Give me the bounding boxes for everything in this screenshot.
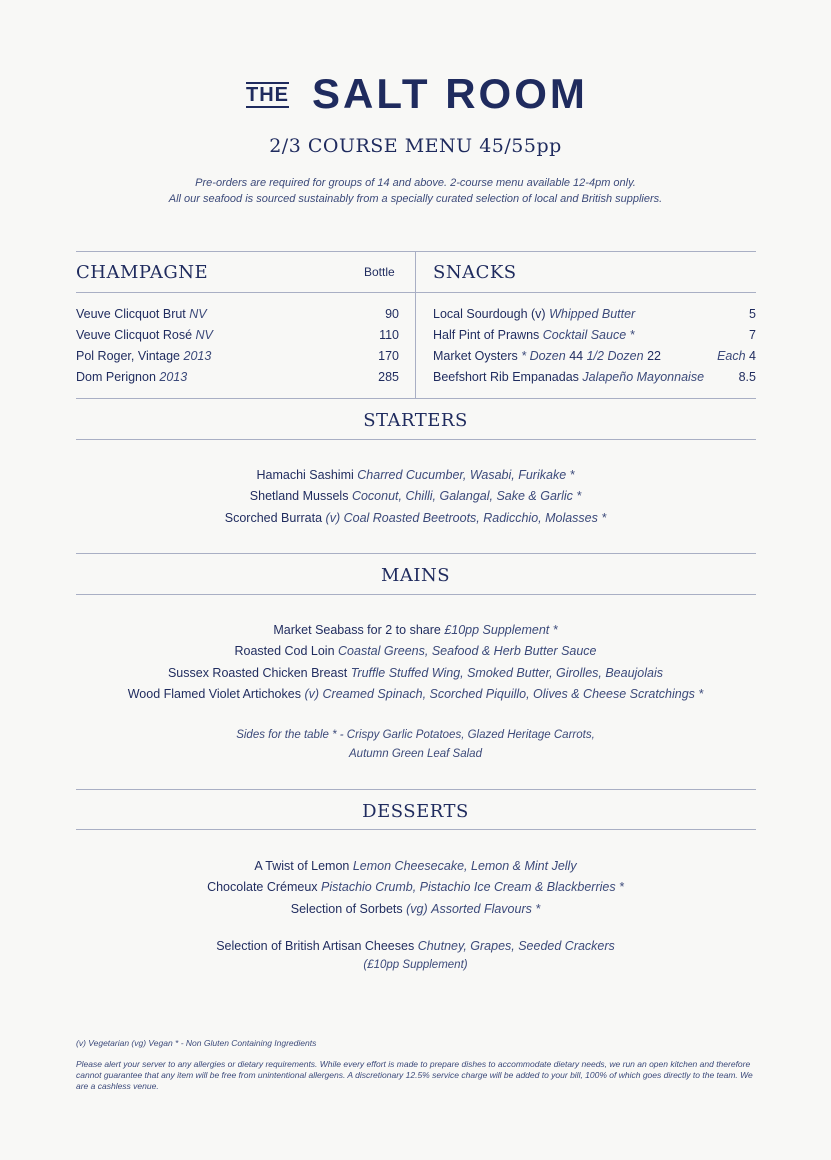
item-name: Veuve Clicquot Rosé [76,328,193,342]
item-name: Selection of Sorbets [290,902,403,916]
item-price: 285 [378,370,399,384]
dessert-item [0,856,831,876]
item-name: Local Sourdough (v) [433,307,546,321]
champagne-heading: CHAMPAGNE [76,262,209,283]
snack-item [433,346,756,366]
item-name: Selection of British Artisan Cheeses [216,939,415,953]
champagne-item [76,325,399,345]
item-name: Market Seabass for 2 to share [273,623,441,637]
item-name: Market Oysters [433,349,518,363]
item-note: * Dozen [521,349,566,363]
item-name: Roasted Cod Loin [234,644,335,658]
item-note: Chutney, Grapes, Seeded Crackers [417,939,615,953]
item-name: A Twist of Lemon [254,859,350,873]
item-name: Scorched Burrata [224,511,323,525]
divider [76,292,756,293]
desserts-heading: DESSERTS [362,801,469,822]
cheese-supplement: (£10pp Supplement) [363,959,468,971]
starter-item [0,465,831,485]
bottle-label: Bottle [364,265,395,279]
logo-name: SALT ROOM [312,70,588,117]
champagne-item [76,367,399,387]
divider [76,553,756,554]
snacks-heading: SNACKS [433,262,517,283]
item-note: Coastal Greens, Seafood & Herb Butter Sauce [338,644,597,658]
item-price: 5 [749,307,756,321]
item-name: Wood Flamed Violet Artichokes [127,687,301,701]
item-tag: (v) [325,511,341,525]
divider [76,789,756,790]
item-tag: (v) [304,687,320,701]
item-price: 90 [385,307,399,321]
divider [76,829,756,830]
item-note: Jalapeño Mayonnaise [582,370,705,384]
champagne-item [76,304,399,324]
snack-item [433,325,756,345]
item-note: Lemon Cheesecake, Lemon & Mint Jelly [352,859,577,873]
starter-item [0,486,831,506]
item-note: Coconut, Chilli, Galangal, Sake & Garlic * [351,489,582,503]
item-note: 2013 [159,370,188,384]
intro-line-1: Pre-orders are required for groups of 14 and above. 2-course menu available 12-4pm only. [195,177,636,189]
allergy-notice: Please alert your server to any allergies or dietary requirements. While every effort is made to prepare dishes to accommodate dietary needs, we run an open kitchen and therefore cannot guarantee that any item will be free from unintentional allergens. A discretionary 12.5% service charge will be added to your bill, 100% of which goes directly to the team. We are a cashless venue. [76,1059,753,1091]
item-name: Shetland Mussels [249,489,349,503]
half-dozen-price: 22 [647,349,661,363]
starters-heading: STARTERS [363,410,468,431]
item-note: Cocktail Sauce * [542,328,635,342]
dozen-price: 44 [569,349,584,363]
main-item [0,641,831,661]
intro-line-2: All our seafood is sourced sustainably from a specially curated selection of local and British suppliers. [168,193,663,205]
main-item [0,620,831,640]
champagne-item [76,346,399,366]
item-name: Chocolate Crémeux [207,880,318,894]
item-note: 2013 [183,349,212,363]
item-note: Truffle Stuffed Wing, Smoked Butter, Girolles, Beaujolais [350,666,664,680]
item-name: Hamachi Sashimi [256,468,354,482]
item-name: Sussex Roasted Chicken Breast [167,666,348,680]
item-price: 110 [379,328,399,342]
item-note: Pistachio Crumb, Pistachio Ice Cream & Blackberries * [321,880,624,894]
item-note: NV [189,307,207,321]
item-price: 7 [749,328,756,342]
menu-subtitle: 2/3 COURSE MENU 45/55pp [269,135,562,157]
divider [76,594,756,595]
item-name: Dom Perignon [76,370,156,384]
divider [76,439,756,440]
column-divider [415,251,416,398]
item-note: Coal Roasted Beetroots, Radicchio, Molasses * [343,511,607,525]
main-item [0,663,831,683]
main-item [0,684,831,704]
item-note: Charred Cucumber, Wasabi, Furikake * [357,468,575,482]
snack-item [433,367,756,387]
dietary-legend: (v) Vegetarian (vg) Vegan * - Non Gluten Containing Ingredients [76,1038,317,1048]
item-note: NV [195,328,213,342]
dessert-item [0,877,831,897]
item-note-2: 1/2 Dozen [586,349,644,363]
sides-line-2: Autumn Green Leaf Salad [349,748,482,760]
divider [76,251,756,252]
starter-item [0,508,831,528]
item-name: Half Pint of Prawns [433,328,540,342]
divider [76,398,756,399]
item-name: Pol Roger, Vintage [76,349,181,363]
item-name: Veuve Clicquot Brut [76,307,186,321]
item-note: £10pp Supplement * [444,623,558,637]
item-note: Creamed Spinach, Scorched Piquillo, Olives & Cheese Scratchings * [322,687,704,701]
logo [0,70,831,120]
item-price: 8.5 [738,370,756,384]
item-price: 4 [749,349,756,363]
item-note: Whipped Butter [549,307,636,321]
mains-heading: MAINS [380,565,451,586]
sides-line-1: Sides for the table * - Crispy Garlic Potatoes, Glazed Heritage Carrots, [236,729,595,741]
logo-the: THE [246,84,289,106]
item-name: Beefshort Rib Empanadas [433,370,579,384]
item-tag: (vg) [406,902,428,916]
item-price: 170 [378,349,399,363]
each-label: Each [717,349,746,363]
item-note: Assorted Flavours * [431,902,541,916]
dessert-item [0,899,831,919]
cheese-item [0,936,831,956]
snack-item [433,304,756,324]
